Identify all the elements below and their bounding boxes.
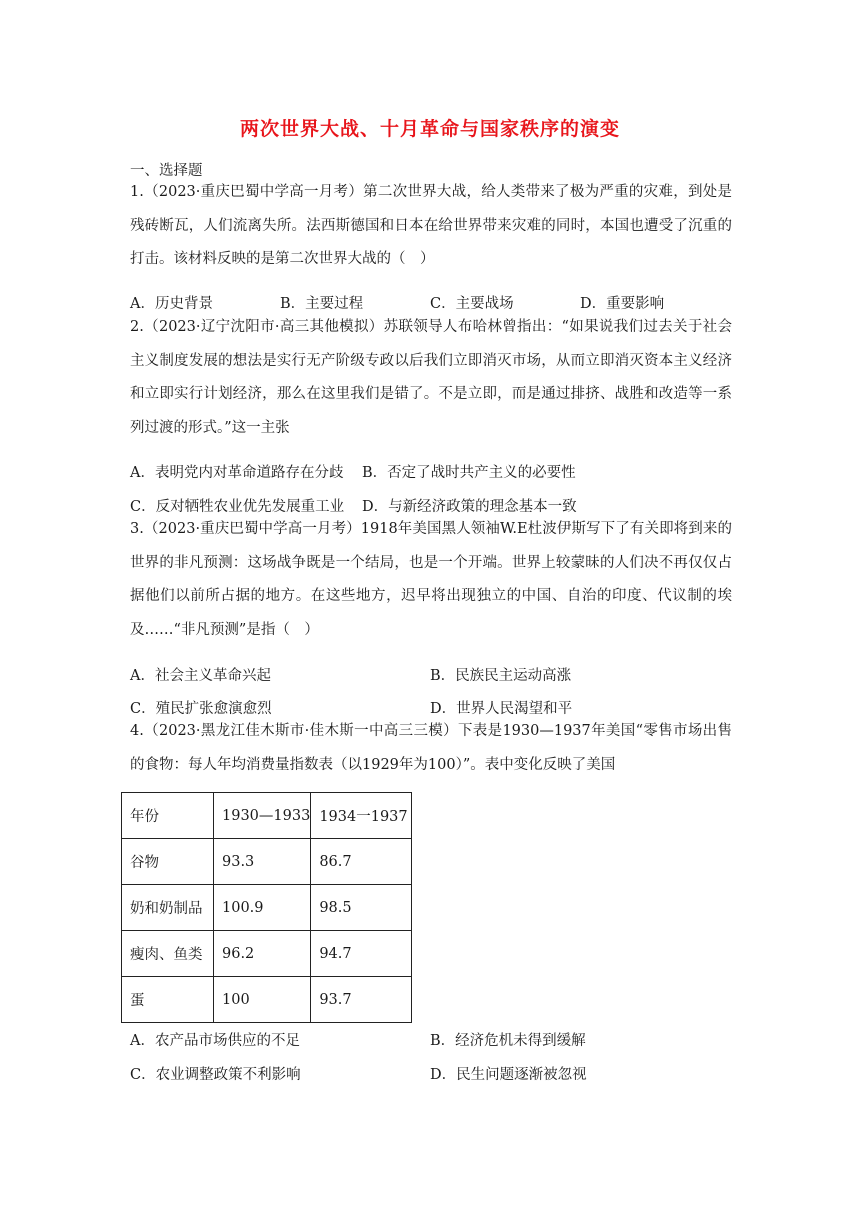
consumption-index-table bbox=[121, 792, 412, 1023]
question-1-option-c: C．主要战场 bbox=[430, 296, 514, 312]
question-4-text: 4.（2023·黑龙江佳木斯市·佳木斯一中高三三模）下表是1930—1937年美国“零售市场出售的食物：每人年均消费量指数表（以1929年为100）”。表中变化反映了美国 bbox=[130, 723, 732, 773]
table-cell: 93.7 bbox=[311, 977, 412, 1023]
question-4-option-c: C．农业调整政策不利影响 bbox=[130, 1067, 301, 1083]
table-cell: 年份 bbox=[122, 793, 214, 839]
table-cell: 奶和奶制品 bbox=[122, 885, 214, 931]
question-2-option-a: A．表明党内对革命道路存在分歧 bbox=[130, 465, 344, 481]
question-4-option-a: A．农产品市场供应的不足 bbox=[130, 1033, 300, 1049]
table-cell: 瘦肉、鱼类 bbox=[122, 931, 214, 977]
table-cell: 93.3 bbox=[214, 839, 311, 885]
question-3-option-b: B．民族民主运动高涨 bbox=[430, 668, 572, 684]
table-cell: 98.5 bbox=[311, 885, 412, 931]
question-2-option-d: D．与新经济政策的理念基本一致 bbox=[362, 499, 577, 515]
question-1-option-a: A．历史背景 bbox=[130, 296, 213, 312]
table-cell: 96.2 bbox=[214, 931, 311, 977]
question-3-text: 3.（2023·重庆巴蜀中学高一月考）1918年美国黑人领袖W.E杜波伊斯写下了有关即将到来的世界的非凡预测：这场战争既是一个结局，也是一个开端。世界上较蒙昧的人们决不再仅仅占据他们以前所占据的地方。在这些地方，迟早将出现独立的中国、自治的印度、代议制的埃及……“非凡预测”是指（ ） bbox=[130, 521, 732, 638]
question-4-option-d: D．民生问题逐渐被忽视 bbox=[430, 1067, 587, 1083]
table-row bbox=[122, 977, 412, 1023]
question-1-text: 1.（2023·重庆巴蜀中学高一月考）第二次世界大战，给人类带来了极为严重的灾难，到处是残砖断瓦，人们流离失所。法西斯德国和日本在给世界带来灾难的同时，本国也遭受了沉重的打击。该材料反映的是第二次世界大战的（ ） bbox=[130, 184, 732, 267]
question-3-option-d: D．世界人民渴望和平 bbox=[430, 701, 573, 717]
table-row bbox=[122, 839, 412, 885]
question-2-option-b: B．否定了战时共产主义的必要性 bbox=[362, 465, 576, 481]
table-cell: 100.9 bbox=[214, 885, 311, 931]
question-3-option-c: C．殖民扩张愈演愈烈 bbox=[130, 701, 272, 717]
table-row bbox=[122, 931, 412, 977]
table-cell: 蛋 bbox=[122, 977, 214, 1023]
table-row bbox=[122, 885, 412, 931]
table-cell: 94.7 bbox=[311, 931, 412, 977]
question-3-option-a: A．社会主义革命兴起 bbox=[130, 668, 271, 684]
table-cell: 86.7 bbox=[311, 839, 412, 885]
table-cell: 谷物 bbox=[122, 839, 214, 885]
table-cell: 100 bbox=[214, 977, 311, 1023]
question-4-option-b: B．经济危机未得到缓解 bbox=[430, 1033, 586, 1049]
table-cell: 1930—1933 bbox=[214, 793, 311, 839]
question-1-option-d: D．重要影响 bbox=[580, 296, 665, 312]
page-title: 两次世界大战、十月革命与国家秩序的演变 bbox=[239, 118, 620, 140]
question-2-option-c: C．反对牺牲农业优先发展重工业 bbox=[130, 499, 345, 515]
question-2-text: 2.（2023·辽宁沈阳市·高三其他模拟）苏联领导人布哈林曾指出：“如果说我们过去关于社会主义制度发展的想法是实行无产阶级专政以后我们立即消灭市场，从而立即消灭资本主义经济和立即实行计划经济，那么在这里我们是错了。不是立即，而是通过排挤、战胜和改造等一系列过渡的形式。”这一主张 bbox=[130, 319, 732, 436]
section-heading: 一、选择题 bbox=[130, 163, 203, 179]
table-row bbox=[122, 793, 412, 839]
table-cell: 1934一1937 bbox=[311, 793, 412, 839]
question-1-option-b: B．主要过程 bbox=[280, 296, 364, 312]
